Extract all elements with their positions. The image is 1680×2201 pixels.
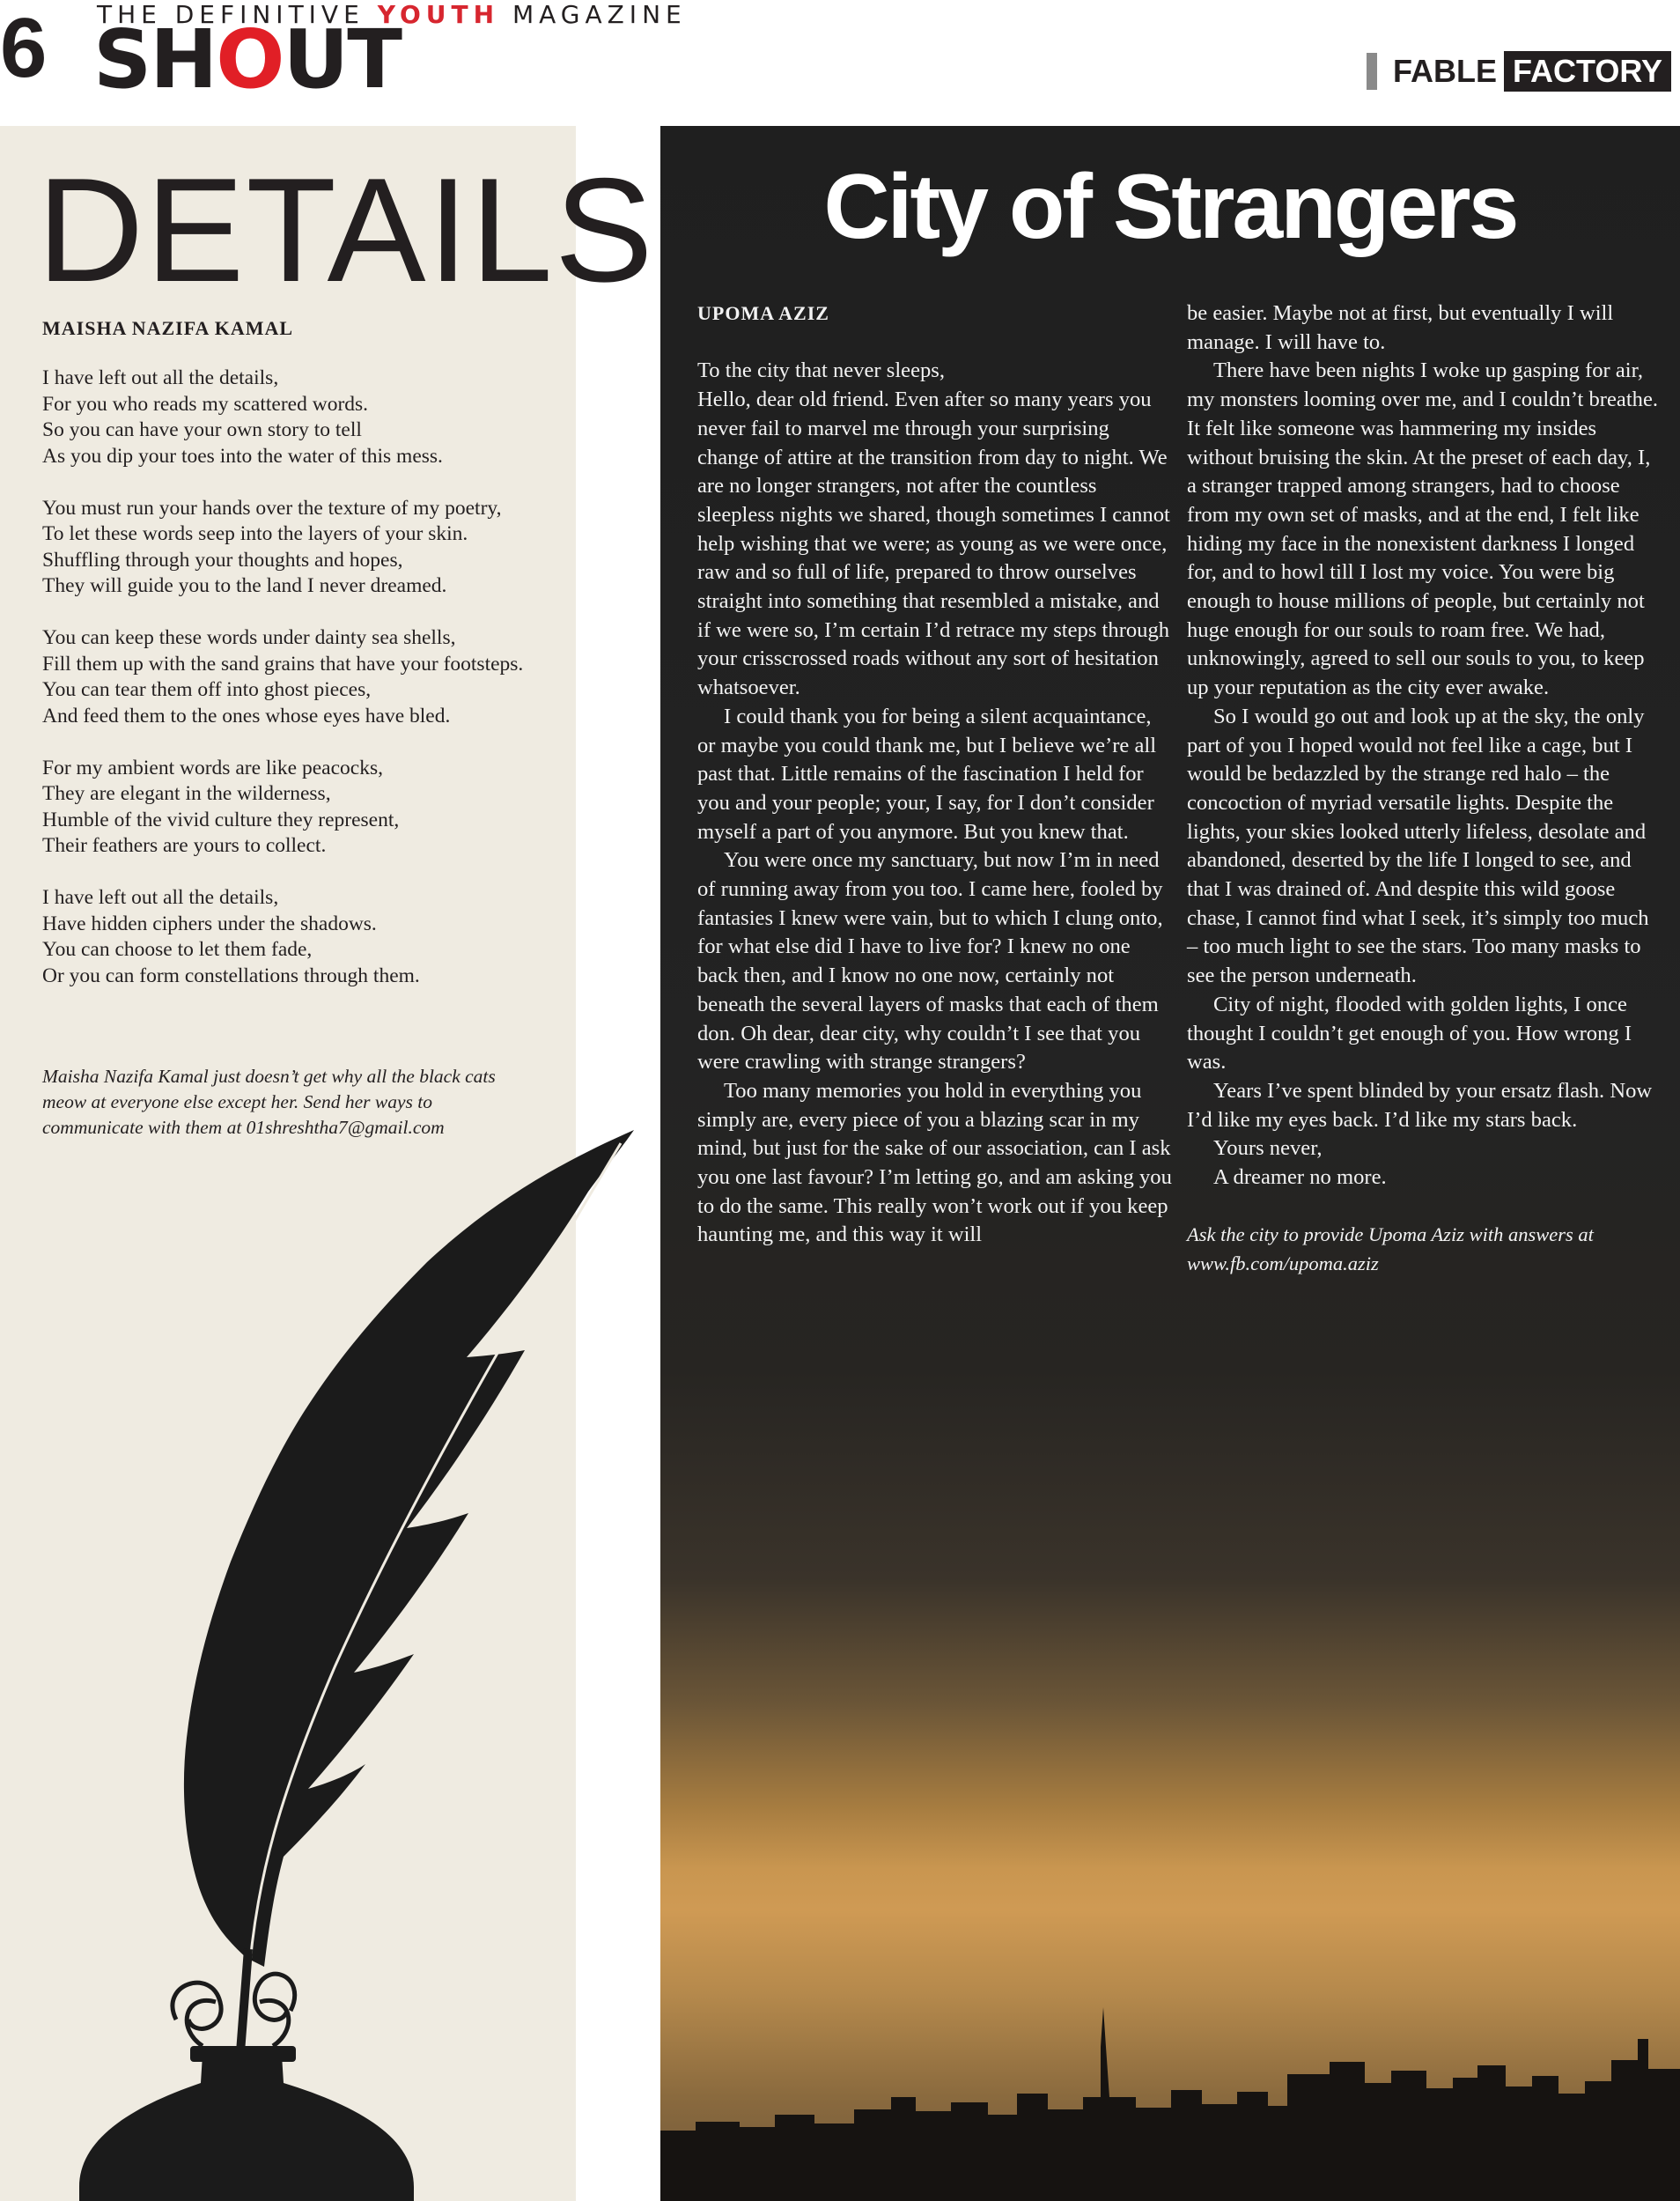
inkpot-rim — [190, 2046, 296, 2062]
poem-stanza — [42, 366, 553, 469]
details-poem-panel — [0, 126, 655, 2201]
poem-line: Have hidden ciphers under the shadows. — [42, 912, 377, 935]
poem-stanza — [42, 885, 553, 989]
poem-author: MAISHA NAZIFA KAMAL — [42, 317, 294, 339]
story-paragraph: City of night, flooded with golden lights, I once thought I couldn’t get enough of you. How wrong I was. — [1187, 992, 1632, 1075]
story-paragraph: To the city that never sleeps, — [697, 358, 946, 383]
poem-stanza — [42, 625, 553, 729]
story-paragraph: You were once my sanctuary, but now I’m in need of running away from you too. I came here, fooled by fantasies I knew were vain, but to which I clung onto, for what else did I have to live for? I knew no one back then, and I know no one now, certainly not beneath the several layers of masks that each of them don. Oh dear, dear city, why couldn’t I see that you were crawling with strange strangers? — [697, 848, 1163, 1075]
tagline-accent: YOUTH — [377, 0, 500, 29]
poem-line: They will guide you to the land I never dreamed. — [42, 574, 447, 597]
story-author: UPOMA AZIZ — [697, 302, 829, 324]
poem-line: Humble of the vivid culture they represent, — [42, 808, 400, 831]
poem-line: To let these words seep into the layers of your skin. — [42, 522, 468, 545]
logo-part-sh: SH — [93, 12, 217, 107]
section-bar — [1367, 53, 1377, 90]
story-paragraph: be easier. Maybe not at first, but eventually I will manage. I will have to. — [1187, 301, 1614, 354]
poem-line: As you dip your toes into the water of this mess. — [42, 444, 443, 468]
poem-line: Or you can form constellations through them. — [42, 964, 420, 987]
story-paragraph: There have been nights I woke up gasping for air, my monsters looming over me, and I couldn’t breathe. It felt like someone was hammering my insides without bruising the skin. At the preset of each day, I, a stranger trapped among strangers, had to choose from my own set of masks, and at the end, I felt like hiding my face in the nonexistent darkness I longed for, and to howl till I lost my voice. You were big enough to house millions of people, but certainly not huge enough for our souls to roam free. We had, unknowingly, agreed to sell our souls to you, to keep up your reputation as the city ever awake. — [1187, 358, 1659, 700]
poem-stanza — [42, 756, 553, 860]
story-paragraph: A dreamer no more. — [1213, 1165, 1387, 1190]
page-number: 6 — [0, 1, 48, 95]
tagline-suffix: MAGAZINE — [512, 0, 687, 29]
section-word-fable: FABLE — [1392, 53, 1497, 89]
story-column-2 — [1187, 299, 1662, 1279]
tagline-prefix: THE DEFINITIVE — [97, 0, 365, 29]
poem-line: For my ambient words are like peacocks, — [42, 756, 383, 779]
poem-line: You can tear them off into ghost pieces, — [42, 678, 372, 701]
poem-line: For you who reads my scattered words. — [42, 392, 369, 416]
poem-stanza — [42, 496, 553, 600]
city-of-strangers-panel — [660, 126, 1680, 2201]
ink-swirls — [173, 1974, 295, 2046]
poem-line: Fill them up with the sand grains that have your footsteps. — [42, 652, 524, 676]
inkpot-shape — [79, 2055, 414, 2201]
story-title: City of Strangers — [823, 156, 1517, 258]
skyline-silhouette — [660, 2007, 1680, 2201]
logo-part-ut: UT — [283, 12, 401, 107]
poem-author-bio: Maisha Nazifa Kamal just doesn’t get why all the black cats meow at everyone else except her. Send her ways to communicate with them at 01shreshtha7@gmail.com — [42, 1066, 496, 1138]
poem-title: DETAILS — [37, 147, 655, 313]
section-label — [1367, 51, 1671, 92]
poem-line: I have left out all the details, — [42, 366, 279, 389]
story-paragraph: So I would go out and look up at the sky, the only part of you I hoped would not feel like a cage, but I would be bedazzled by the strange red halo – the concoction of myriad versatile lights. Despite the lights, your skies looked utterly lifeless, desolate and abandoned, deserted by the life I longed to see, and that I was drained of. And despite this wild goose chase, I cannot find what I seek, it’s simply too much – too much light to see the stars. Too many masks to see the person underneath. — [1187, 704, 1649, 988]
section-word-factory: FACTORY — [1504, 51, 1671, 92]
story-paragraph: Yours never, — [1213, 1136, 1323, 1161]
poem-line: I have left out all the details, — [42, 886, 279, 909]
quill-feather-shape — [184, 1130, 634, 1967]
poem-line: So you can have your own story to tell — [42, 418, 362, 441]
story-author-bio: Ask the city to provide Upoma Aziz with answers at www.fb.com/upoma.aziz — [1187, 1223, 1594, 1275]
city-skyline-illustration — [660, 1866, 1680, 2201]
poem-line: And feed them to the ones whose eyes have bled. — [42, 704, 451, 728]
poem-line: You must run your hands over the texture of my poetry, — [42, 496, 502, 520]
poem-line: They are elegant in the wilderness, — [42, 782, 331, 805]
logo-part-o: O — [216, 12, 284, 107]
story-paragraph: Hello, dear old friend. Even after so many years you never fail to marvel me through your surprising change of attire at the transition from day to night. We are no longer strangers, not after the countless sleepless nights we shared, though sometimes I cannot help wishing that we were; as young as we were once, raw and so full of life, prepared to throw ourselves straight into something that resembled a mistake, and if we were so, I’m certain I’d retrace my steps through your crisscrossed roads without any sort of hesitation whatsoever. — [697, 388, 1170, 700]
poem-body — [42, 366, 553, 1016]
poem-line: Their feathers are yours to collect. — [42, 834, 327, 857]
poem-line: You can keep these words under dainty sea shells, — [42, 626, 456, 649]
story-column-1 — [697, 299, 1173, 1250]
poem-line: You can choose to let them fade, — [42, 938, 313, 961]
quill-inkpot-illustration — [0, 998, 669, 2201]
story-paragraph: I could thank you for being a silent acquaintance, or maybe you could thank me, but I believe we’re all past that. Little remains of the fascination I held for you and your people; your, I say, for I don’t consider myself a part of you anymore. But you knew that. — [697, 704, 1157, 844]
poem-line: Shuffling through your thoughts and hopes, — [42, 548, 403, 572]
story-paragraph: Too many memories you hold in everything you simply are, every piece of you a blazing scar in my mind, but just for the sake of our association, can I ask you one last favour? I’m letting go, and am asking you to do the same. This really won’t work out if you keep haunting me, and this way it will — [697, 1078, 1172, 1247]
story-paragraph: Years I’ve spent blinded by your ersatz flash. Now I’d like my eyes back. I’d like my stars back. — [1187, 1078, 1653, 1132]
